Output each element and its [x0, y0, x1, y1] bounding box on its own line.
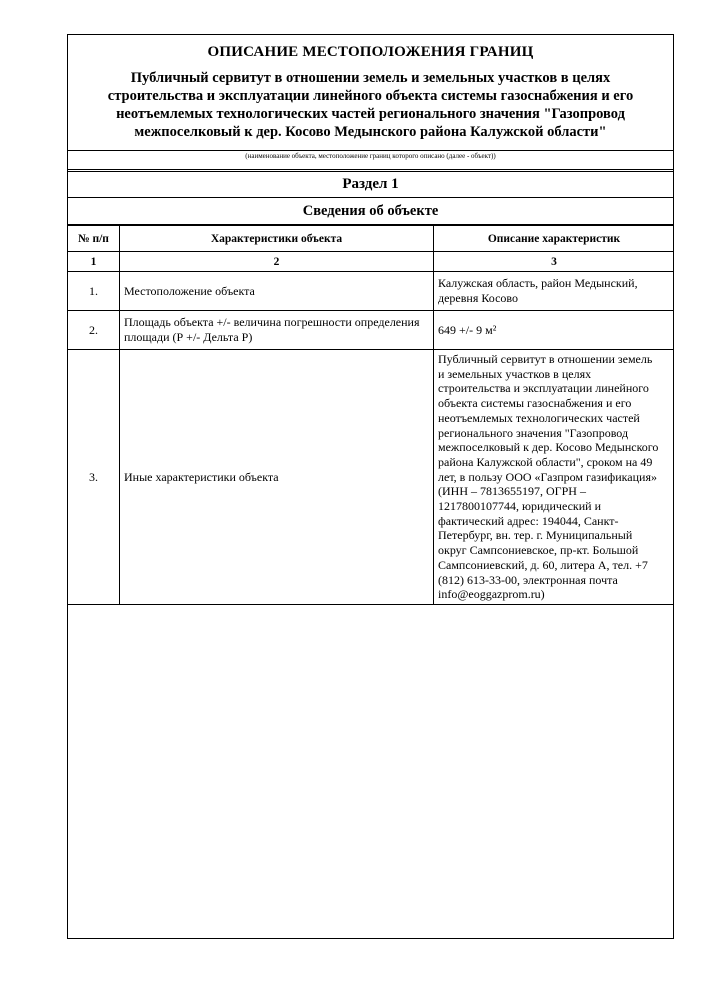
description-line: межпоселковый к дер. Косово Медынского — [438, 440, 659, 455]
description-line: лет, в пользу ООО «Газпром газификация» — [438, 469, 657, 484]
subtitle-line: межпоселковый к дер. Косово Медынского района Калужской области" — [134, 124, 607, 140]
header-characteristic: Характеристики объекта — [120, 226, 434, 252]
document-title: ОПИСАНИЕ МЕСТОПОЛОЖЕНИЯ ГРАНИЦ — [207, 44, 534, 60]
description-line: округ Сампсониевское, пр-кт. Большой — [438, 543, 639, 558]
characteristic-line: Местоположение объекта — [124, 283, 255, 298]
description-line: строительства и эксплуатации линейного — [438, 381, 649, 396]
document-subtitle — [76, 69, 665, 141]
description-line: Сампсониевский, д. 60, литера А, тел. +7 — [438, 557, 648, 572]
characteristic-line: Площадь объекта +/- величина — [124, 315, 282, 329]
header-num: № п/п — [68, 226, 120, 252]
row-number: 2. — [68, 311, 120, 350]
column-numbers-row — [68, 252, 674, 272]
characteristic-line: Иные характеристики объекта — [124, 469, 279, 484]
row-characteristic — [120, 272, 434, 311]
column-number: 3 — [434, 252, 675, 272]
characteristic-line: погрешности определения площади (Р +/- Дельта Р) — [124, 315, 420, 344]
subtitle-line: строительства и эксплуатации линейного объекта системы газоснабжения и его — [107, 88, 634, 104]
row-description — [434, 272, 675, 311]
object-info-table — [68, 225, 674, 605]
row-description — [434, 350, 675, 605]
description-line: info@eoggazprom.ru) — [438, 587, 545, 602]
description-line: неотъемлемых технологических частей — [438, 410, 640, 425]
section-title: Раздел 1 — [68, 171, 673, 198]
subtitle-line: Публичный сервитут в отношении земель и земельных участков в целях — [130, 70, 611, 86]
object-caption: (наименование объекта, местоположение границ которого описано (далее - объект)) — [68, 151, 673, 170]
row-description — [434, 311, 675, 350]
description-line: района Калужской области", сроком на 49 — [438, 454, 653, 469]
description-line: деревня Косово — [438, 291, 518, 305]
subtitle-line: неотъемлемых технологических частей регионального значения "Газопровод — [116, 106, 625, 122]
section-subtitle: Сведения об объекте — [68, 198, 673, 225]
row-characteristic — [120, 350, 434, 605]
description-line: Публичный сервитут в отношении земель — [438, 352, 653, 367]
row-characteristic — [120, 311, 434, 350]
column-number: 2 — [120, 252, 434, 272]
description-line: 1217800107744, юридический и — [438, 499, 601, 514]
header-description: Описание характеристик — [434, 226, 675, 252]
row-number: 1. — [68, 272, 120, 311]
table-header-row — [68, 226, 674, 252]
title-block — [68, 35, 673, 151]
description-line: (812) 613-33-00, электронная почта — [438, 572, 618, 587]
table-row — [68, 350, 674, 605]
table-row — [68, 311, 674, 350]
description-line: регионального значения "Газопровод — [438, 425, 629, 440]
description-line: (ИНН – 7813655197, ОГРН – — [438, 484, 586, 499]
description-line: 649 +/- 9 м² — [438, 322, 497, 337]
description-line: Петербург, вн. тер. г. Муниципальный — [438, 528, 633, 543]
table-row — [68, 272, 674, 311]
description-line: Калужская область, район Медынский, — [438, 276, 638, 291]
description-line: объекта системы газоснабжения и его — [438, 396, 632, 411]
row-number: 3. — [68, 350, 120, 605]
description-line: и земельных участков в целях — [438, 366, 592, 381]
column-number: 1 — [68, 252, 120, 272]
description-line: фактический адрес: 194044, Санкт- — [438, 513, 619, 528]
document-frame — [67, 34, 674, 939]
